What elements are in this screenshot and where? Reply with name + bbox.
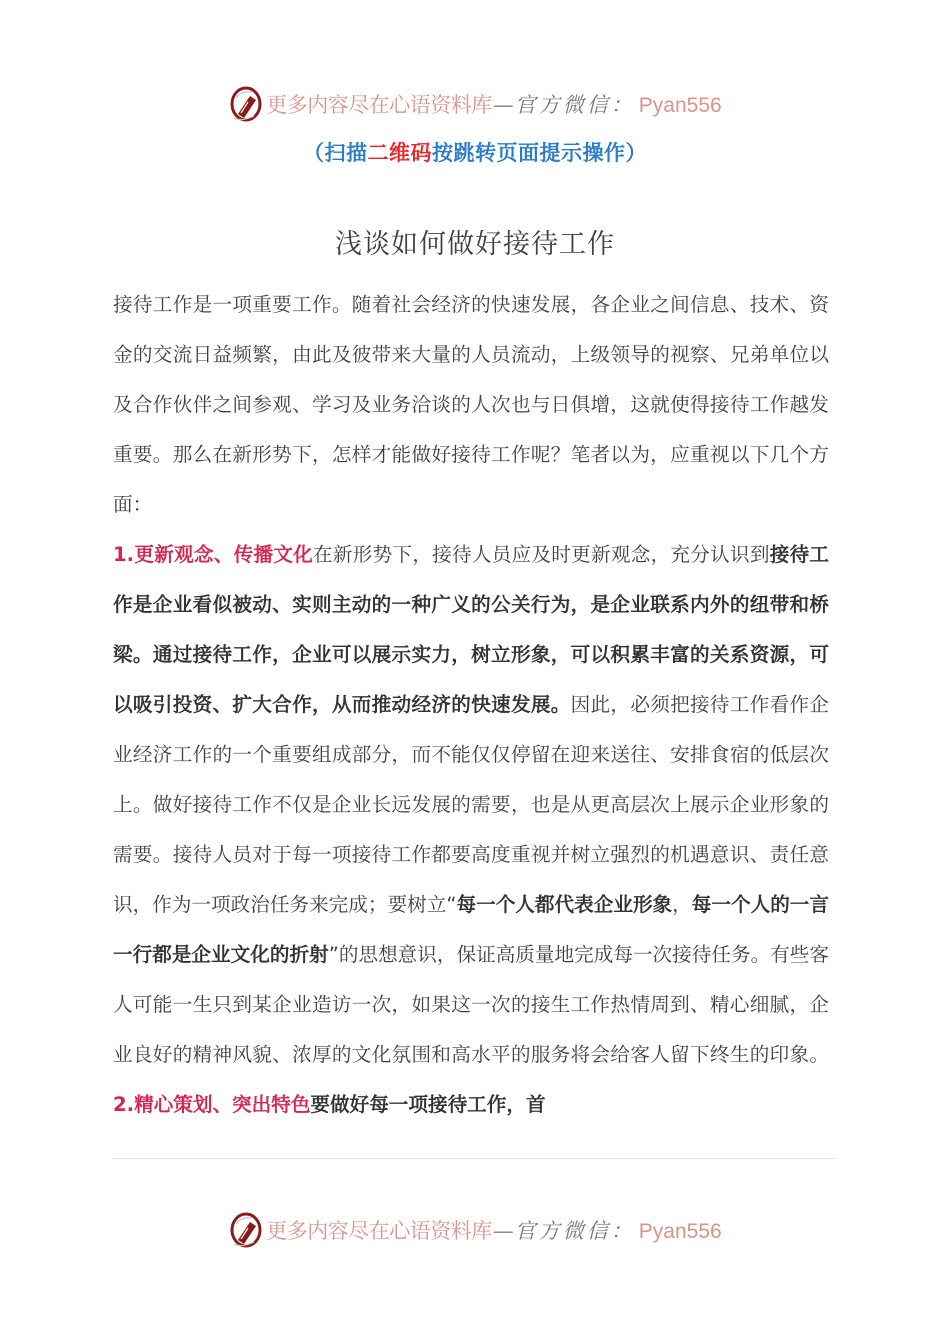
pen-nib-logo-icon — [228, 1210, 264, 1250]
footer-banner — [0, 1208, 950, 1252]
section-1-text-b: 因此，必须把接待工作看作企业经济工作的一个重要组成部分，而不能仅仅停留在迎来送往、安排食宿的低层次上。做好接待工作不仅是企业长远发展的需要，也是从更高层次上展示企业形象的需要。接待人员对于每一项接待工作都要高度重视并树立强烈的机遇意识、责任意识，作为一项政治任务来完成；要树立“ — [113, 693, 830, 916]
section-1-text-c: ， — [672, 893, 692, 916]
page-divider — [113, 1158, 837, 1159]
banner-text — [266, 1215, 721, 1245]
hint-close-paren: ） — [625, 141, 647, 165]
banner-wechat-id: Pyan556 — [638, 1220, 722, 1243]
section-2-heading: 2.精心策划、突出特色 — [113, 1093, 311, 1116]
section-1-paragraph — [113, 530, 829, 1130]
banner-site-name: 更多内容尽在心语资料库 — [266, 1219, 492, 1243]
banner-dash: — — [492, 93, 514, 117]
banner-dash: — — [492, 1219, 514, 1243]
section-1-bold-b1: 每一个人都代表企业形象 — [456, 893, 673, 916]
document-title: 浅谈如何做好接待工作 — [335, 229, 615, 260]
hint-instruction: 按跳转页面提示操作 — [432, 141, 626, 165]
banner-wechat-label: 官方微信： — [514, 93, 635, 117]
intro-paragraph: 接待工作是一项重要工作。随着社会经济的快速发展，各企业之间信息、技术、资金的交流日益频繁，由此及彼带来大量的人员流动，上级领导的视察、兄弟单位以及合作伙伴之间参观、学习及业务洽谈的人次也与日俱增，这就使得接待工作越发重要。那么在新形势下，怎样才能做好接待工作呢？笔者以为，应重视以下几个方面： — [113, 293, 829, 516]
section-2-bold-start: 要做好每一项接待工作，首 — [310, 1093, 546, 1116]
section-1-bold-b2: 每一个人的一言一行都是企业文化的折射 — [113, 893, 829, 966]
pen-nib-logo-icon — [228, 84, 264, 124]
banner-wechat-id: Pyan556 — [638, 94, 722, 117]
banner-wechat-label: 官方微信： — [514, 1219, 635, 1243]
scan-qr-hint — [0, 137, 950, 167]
hint-scan: 扫描 — [324, 141, 368, 165]
section-1-text-a: 在新形势下，接待人员应及时更新观念，充分认识到 — [313, 543, 770, 566]
section-1-heading: 1.更新观念、传播文化 — [113, 543, 314, 566]
hint-qrcode: 二维码 — [367, 141, 432, 165]
banner-text — [266, 89, 721, 119]
section-1-bold-a: 接待工作是企业看似被动、实则主动的一种广义的公关行为，是企业联系内外的纽带和桥梁。通过接待工作，企业可以展示实力，树立形象，可以积累丰富的关系资源，可以吸引投资、扩大合作，从而推动经济的快速发展。 — [113, 543, 830, 716]
header-banner — [0, 82, 950, 126]
hint-open-paren: （ — [303, 141, 325, 165]
document-body — [113, 280, 829, 1130]
section-1-text-d: ”的思想意识，保证高质量地完成每一次接待任务。有些客人可能一生只到某企业造访一次，如果这一次的接生工作热情周到、精心细腻，企业良好的精神风貌、浓厚的文化氛围和高水平的服务将会给客人留下终生的印象。 — [113, 943, 830, 1066]
banner-site-name: 更多内容尽在心语资料库 — [266, 93, 492, 117]
